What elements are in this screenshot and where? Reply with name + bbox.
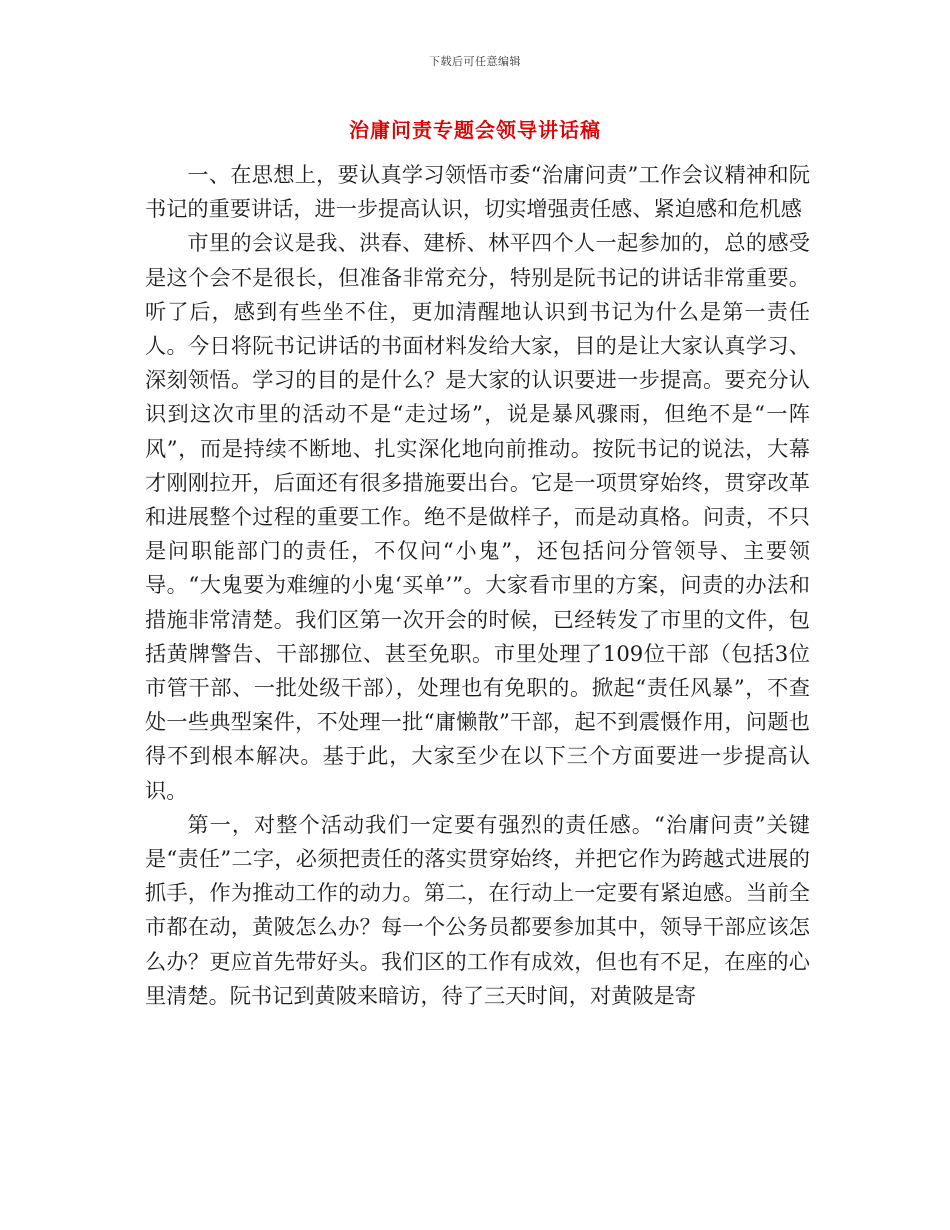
paragraph: 一、在思想上，要认真学习领悟市委“治庸问责”工作会议精神和阮书记的重要讲话，进一步提高认识，切实增强责任感、紧迫感和危机感 (145, 162, 810, 222)
page-header-note: 下载后可任意编辑 (429, 55, 521, 68)
paragraph: 市里的会议是我、洪春、建桥、林平四个人一起参加的，总的感受是这个会不是很长，但准备非常充分，特别是阮书记的讲话非常重要。听了后，感到有些坐不住，更加清醒地认识到书记为什么是第一责任人。今日将阮书记讲话的书面材料发给大家，目的是让大家认真学习、深刻领悟。学习的目的是什么？是大家的认识要进一步提高。要充分认识到这次市里的活动不是“走过场”，说是暴风骤雨，但绝不是“一阵风”，而是持续不断地、扎实深化地向前推动。按阮书记的说法，大幕才刚刚拉开，后面还有很多措施要出台。它是一项贯穿始终，贯穿改革和进展整个过程的重要工作。绝不是做样子，而是动真格。问责，不只是问职能部门的责任，不仅问“小鬼”，还包括问分管领导、主要领导。“大鬼要为难缠的小鬼‘买单’”。大家看市里的方案，问责的办法和措施非常清楚。我们区第一次开会的时候，已经转发了市里的文件，包括黄牌警告、干部挪位、甚至免职。市里处理了109位干部（包括3位市管干部、一批处级干部），处理也有免职的。掀起“责任风暴”，不查处一些典型案件，不处理一批“庸懒散”干部，起不到震慑作用，问题也得不到根本解决。基于此，大家至少在以下三个方面要进一步提高认识。 (145, 230, 810, 803)
document-title: 治庸问责专题会领导讲话稿 (349, 118, 601, 142)
paragraph: 第一，对整个活动我们一定要有强烈的责任感。“治庸问责”关键是“责任”二字，必须把责任的落实贯穿始终，并把它作为跨越式进展的抓手，作为推动工作的动力。第二，在行动上一定要有紧迫感。当前全市都在动，黄陂怎么办？每一个公务员都要参加其中，领导干部应该怎么办？更应首先带好头。我们区的工作有成效，但也有不足，在座的心里清楚。阮书记到黄陂来暗访，待了三天时间，对黄陂是寄 (145, 811, 810, 1008)
document-body (145, 158, 810, 1013)
